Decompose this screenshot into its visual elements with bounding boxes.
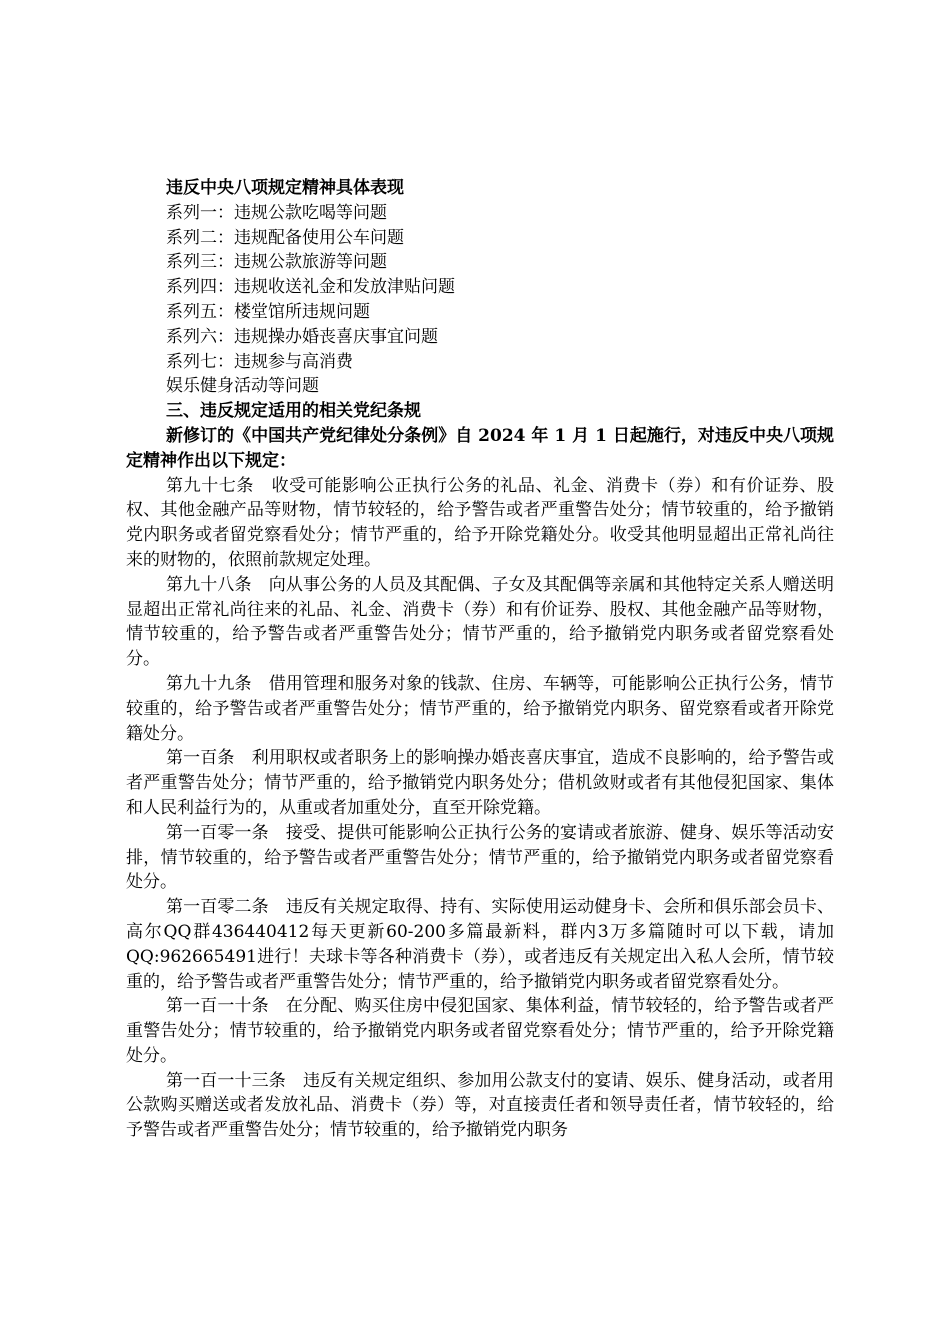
article-99: 第九十九条 借用管理和服务对象的钱款、住房、车辆等，可能影响公正执行公务，情节较重的，给予警告或者严重警告处分；情节严重的，给予撤销党内职务、留党察看或者开除党籍处分。 [126, 673, 834, 744]
series-item-2: 系列二：违规配备使用公车问题 [166, 227, 404, 248]
article-113: 第一百一十三条 违反有关规定组织、参加用公款支付的宴请、娱乐、健身活动，或者用公款购买赠送或者发放礼品、消费卡（券）等，对直接责任者和领导责任者，情节较轻的，给予警告或者严重警告处分；情节较重的，给予撤销党内职务 [126, 1070, 834, 1141]
section-three-title: 三、违反规定适用的相关党纪条规 [166, 401, 421, 422]
heading: 违反中央八项规定精神具体表现 [166, 178, 404, 198]
article-100: 第一百条 利用职权或者职务上的影响操办婚丧喜庆事宜，造成不良影响的，给予警告或者严重警告处分；情节严重的，给予撤销党内职务处分；借机敛财或者有其他侵犯国家、集体和人民利益行为的，从重或者加重处分，直至开除党籍。 [126, 748, 834, 818]
series-item-6: 系列六：违规操办婚丧喜庆事宜问题 [166, 326, 438, 347]
article-97: 第九十七条 收受可能影响公正执行公务的礼品、礼金、消费卡（券）和有价证券、股权、其他金融产品等财物，情节较轻的，给予警告或者严重警告处分；情节较重的，给予撤销党内职务或者留党察看处分；情节严重的，给予开除党籍处分。收受其他明显超出正常礼尚往来的财物的，依照前款规定处理。 [126, 475, 834, 570]
series-item-5: 系列五：楼堂馆所违规问题 [166, 301, 370, 322]
article-102: 第一百零二条 违反有关规定取得、持有、实际使用运动健身卡、会所和俱乐部会员卡、高尔QQ群436440412每天更新60-200多篇最新料，群内3万多篇随时可以下载，请加QQ:962665491进行！夫球卡等各种消费卡（券），或者违反有关规定出入私人会所，情节较重的，给予警告或者严重警告处分；情节严重的，给予撤销党内职务或者留党察看处分。 [126, 897, 834, 992]
document-body [126, 176, 834, 1143]
article-101: 第一百零一条 接受、提供可能影响公正执行公务的宴请或者旅游、健身、娱乐等活动安排，情节较重的，给予警告或者严重警告处分；情节严重的，给予撤销党内职务或者留党察看处分。 [126, 822, 834, 893]
article-98: 第九十八条 向从事公务的人员及其配偶、子女及其配偶等亲属和其他特定关系人赠送明显超出正常礼尚往来的礼品、礼金、消费卡（券）和有价证券、股权、其他金融产品等财物，情节较重的，给予警告或者严重警告处分；情节严重的，给予撤销党内职务或者留党察看处分。 [126, 574, 834, 670]
series-item-1: 系列一：违规公款吃喝等问题 [166, 202, 387, 223]
series-item-7-continuation: 娱乐健身活动等问题 [166, 376, 319, 397]
series-item-4: 系列四：违规收送礼金和发放津贴问题 [166, 277, 455, 298]
series-item-7: 系列七：违规参与高消费 [166, 351, 353, 372]
series-item-3: 系列三：违规公款旅游等问题 [166, 252, 387, 273]
article-110: 第一百一十条 在分配、购买住房中侵犯国家、集体利益，情节较轻的，给予警告或者严重警告处分；情节较重的，给予撤销党内职务或者留党察看处分；情节严重的，给予开除党籍处分。 [126, 996, 834, 1066]
intro-paragraph: 新修订的《中国共产党纪律处分条例》自 2024 年 1 月 1 日起施行，对违反中央八项规定精神作出以下规定： [126, 425, 834, 471]
